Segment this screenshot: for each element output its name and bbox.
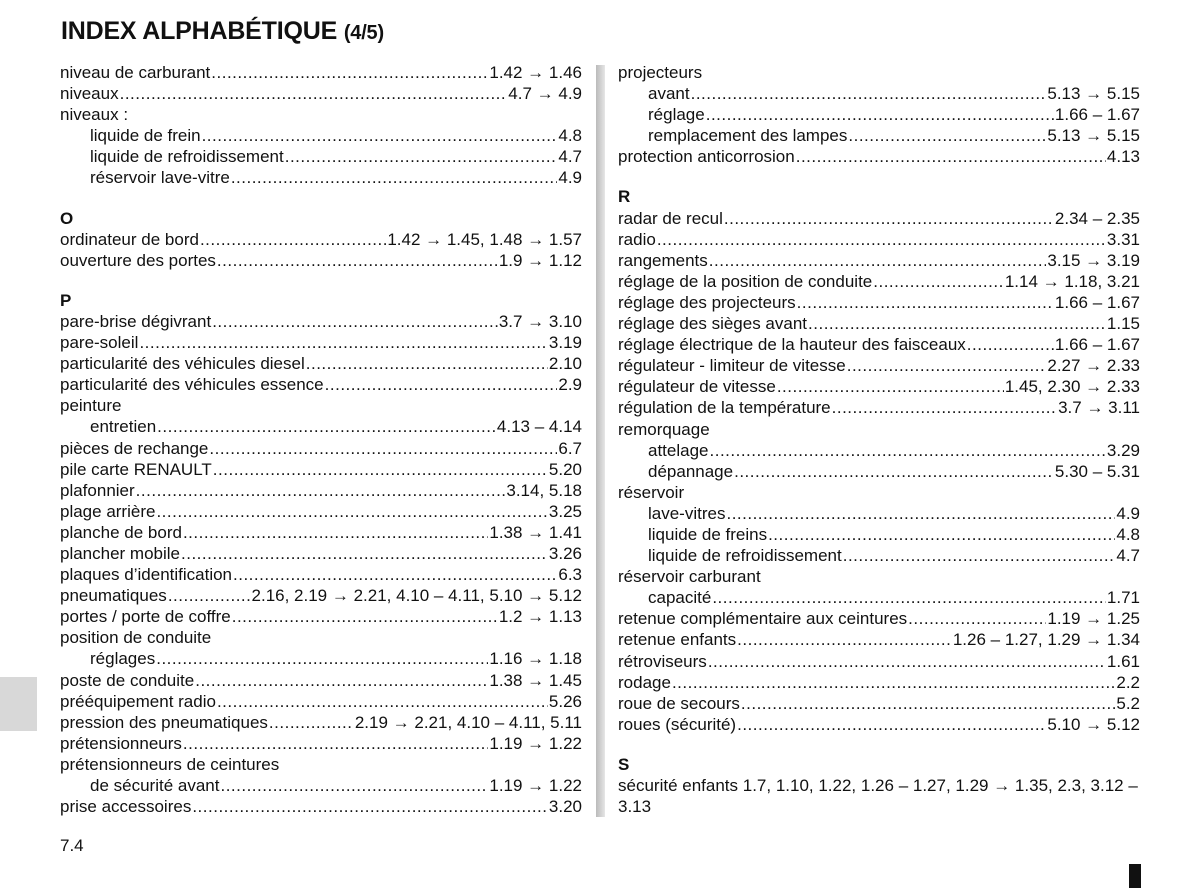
index-entry-pages: 5.2 <box>1116 693 1140 713</box>
section-letter-p: P <box>60 290 72 310</box>
index-entry-pages: 1.38 → 1.45 <box>489 670 582 690</box>
index-entry-label: réservoir <box>618 482 685 502</box>
leader-dots <box>843 545 1116 566</box>
index-group-header <box>618 566 1140 587</box>
index-entry-pages: 1.38 → 1.41 <box>489 522 582 542</box>
index-group-header <box>60 627 582 648</box>
leader-dots <box>195 670 488 691</box>
index-entry <box>618 292 1140 313</box>
index-entry <box>618 208 1140 229</box>
leader-dots <box>183 733 488 754</box>
leader-dots <box>741 693 1115 714</box>
index-subentry <box>60 648 582 669</box>
index-subentry <box>618 545 1140 566</box>
index-entry-pages: 5.13 → 5.15 <box>1047 84 1140 104</box>
index-entry-label: réglages <box>90 649 156 669</box>
leader-dots <box>706 104 1054 125</box>
index-subentry <box>618 587 1140 608</box>
index-entry-label: dépannage <box>648 461 734 481</box>
leader-dots <box>796 146 1106 167</box>
index-entry-pages: 1.19 → 1.22 <box>489 733 582 753</box>
index-entry-pages: 1.9 → 1.12 <box>498 250 582 270</box>
index-entry-pages: 5.30 – 5.31 <box>1054 461 1140 481</box>
section-tab-marker <box>0 677 37 731</box>
index-entry-label: retenue enfants <box>618 630 737 650</box>
index-entry-pages: 2.19 → 2.21, 4.10 – 4.11, 5.11 <box>354 712 582 732</box>
index-entry <box>60 311 582 332</box>
index-entry-label: plafonnier <box>60 480 135 500</box>
leader-dots <box>200 229 386 250</box>
leader-dots <box>231 167 558 188</box>
leader-dots <box>139 332 547 353</box>
leader-dots <box>847 355 1047 376</box>
index-entry <box>618 229 1140 250</box>
leader-dots <box>233 564 557 585</box>
index-entry-label: lave-vitres <box>648 503 726 523</box>
index-entry-pages: 1.66 – 1.67 <box>1054 292 1140 312</box>
index-entry-pages: 1.19 → 1.25 <box>1047 609 1140 629</box>
section-spacer <box>60 189 582 208</box>
leader-dots <box>209 438 557 459</box>
index-entry-label: roues (sécurité) <box>618 714 737 734</box>
index-entry-pages: 3.7 → 3.10 <box>498 311 582 331</box>
leader-dots <box>832 397 1057 418</box>
index-entry-pages: 1.66 – 1.67 <box>1054 335 1140 355</box>
index-entry-pages: 2.16, 2.19 → 2.21, 4.10 – 4.11, 5.10 → 5.12 <box>251 586 582 606</box>
index-entry <box>60 670 582 691</box>
leader-dots <box>737 629 952 650</box>
index-entry-label: retenue complémentaire aux ceintures <box>618 609 908 629</box>
index-entry-label: réglage de la position de conduite <box>618 271 873 291</box>
index-entry-label: réglage électrique de la hauteur des faisceaux <box>618 335 966 355</box>
leader-dots <box>709 250 1047 271</box>
leader-dots <box>212 311 498 332</box>
index-group-header <box>618 62 1140 83</box>
section-letter-o: O <box>60 208 74 228</box>
leader-dots <box>777 376 1004 397</box>
leader-dots <box>712 587 1106 608</box>
index-entry-label: régulation de la température <box>618 398 831 418</box>
index-entry-label: position de conduite <box>60 628 212 648</box>
index-entry <box>618 334 1140 355</box>
leader-dots <box>873 271 1004 292</box>
index-entry <box>60 564 582 585</box>
index-entry-label: roue de secours <box>618 693 740 713</box>
page-title-part: (4/5) <box>343 22 384 44</box>
leader-dots <box>908 608 1046 629</box>
leader-dots <box>325 374 558 395</box>
index-subentry <box>618 125 1140 146</box>
index-column-left <box>60 62 582 817</box>
leader-dots <box>967 334 1054 355</box>
index-entry-pages: 4.8 <box>1116 524 1140 544</box>
index-entry-label: particularité des véhicules diesel <box>60 354 305 374</box>
index-entry-label: pneumatiques <box>60 586 167 606</box>
index-entry-label: niveaux : <box>60 105 129 125</box>
index-entry <box>60 606 582 627</box>
corner-mark <box>1129 864 1141 888</box>
index-entry-pages: 1.14 → 1.18, 3.21 <box>1004 271 1140 291</box>
index-entry-label: plaques d’identification <box>60 565 233 585</box>
page-title-text: INDEX ALPHABÉTIQUE <box>61 17 338 45</box>
index-entry <box>60 438 582 459</box>
index-entry-pages: 4.13 – 4.14 <box>496 417 582 437</box>
index-entry-label: ordinateur de bord <box>60 229 199 249</box>
leader-dots <box>657 229 1106 250</box>
index-entry-pages: 3.19 <box>548 333 582 353</box>
index-entry-label: rétroviseurs <box>618 651 707 671</box>
index-group-header <box>60 104 582 125</box>
index-entry-label: rangements <box>618 250 708 270</box>
leader-dots <box>156 648 488 669</box>
leader-dots <box>691 83 1047 104</box>
leader-dots <box>734 461 1054 482</box>
index-subentry <box>60 775 582 796</box>
page-title <box>61 17 384 46</box>
index-entry-pages: 1.61 <box>1106 651 1140 671</box>
index-entry-pages: 3.25 <box>548 501 582 521</box>
index-entry-pages: 1.71 <box>1106 588 1140 608</box>
index-entry-label: portes / porte de coffre <box>60 607 231 627</box>
index-entry-label: niveaux <box>60 84 119 104</box>
index-entry-label: rodage <box>618 672 671 692</box>
leader-dots <box>213 459 548 480</box>
index-entry-pages: 3.15 → 3.19 <box>1047 250 1140 270</box>
index-entry-label: réglage <box>648 105 705 125</box>
index-entry-pages: 5.10 → 5.12 <box>1047 714 1140 734</box>
index-entry-pages: 6.7 <box>558 438 582 458</box>
page-number: 7.4 <box>60 836 84 855</box>
index-entry <box>60 459 582 480</box>
leader-dots <box>808 313 1106 334</box>
leader-dots <box>672 672 1115 693</box>
index-entry-label: projecteurs <box>618 63 703 82</box>
index-entry <box>60 501 582 522</box>
leader-dots <box>120 83 508 104</box>
index-entry <box>60 543 582 564</box>
index-entry-pages: 3.20 <box>548 797 582 817</box>
leader-dots <box>708 651 1106 672</box>
index-entry <box>60 229 582 250</box>
index-entry <box>618 355 1140 376</box>
index-entry-pages: 3.7 → 3.11 <box>1058 398 1140 418</box>
index-entry <box>618 651 1140 672</box>
index-entry-label: planche de bord <box>60 522 182 542</box>
index-entry-label: attelage <box>648 440 709 460</box>
index-entry-pages: 4.7 <box>1116 546 1140 566</box>
index-entry <box>618 397 1140 418</box>
index-subentry <box>618 503 1140 524</box>
index-entry-label: avant <box>648 84 690 104</box>
index-entry-pages: 4.7 <box>558 147 582 167</box>
index-entry <box>618 313 1140 334</box>
index-entry-pages: 5.20 <box>548 459 582 479</box>
index-entry-label: liquide de freins <box>648 524 768 544</box>
index-entry-label: remplacement des lampes <box>648 126 848 146</box>
leader-dots <box>202 125 558 146</box>
section-spacer <box>618 167 1140 186</box>
index-entry-pages: 3.31 <box>1106 229 1140 249</box>
index-entry-label: réglage des sièges avant <box>618 314 808 334</box>
index-entry <box>60 712 582 733</box>
column-separator <box>596 65 605 817</box>
index-entry-label: ouverture des portes <box>60 250 216 270</box>
index-subentry <box>618 440 1140 461</box>
index-entry-pages: 5.13 → 5.15 <box>1047 126 1140 146</box>
index-entry <box>60 374 582 395</box>
index-entry-pages: 4.9 <box>1116 503 1140 523</box>
leader-dots <box>183 522 488 543</box>
section-spacer <box>60 271 582 290</box>
index-entry <box>618 376 1140 397</box>
index-entry-label: pare-soleil <box>60 333 139 353</box>
index-entry-label: remorquage <box>618 419 710 439</box>
index-entry-pages: 1.2 → 1.13 <box>498 607 582 627</box>
index-entry-pages: 2.2 <box>1116 672 1140 692</box>
index-entry-pages: 4.7 → 4.9 <box>508 84 582 104</box>
index-entry <box>60 332 582 353</box>
leader-dots <box>768 524 1115 545</box>
leader-dots <box>156 501 547 522</box>
index-subentry <box>618 83 1140 104</box>
index-entry-label: pile carte RENAULT <box>60 459 212 479</box>
section-letter-r: R <box>618 187 631 207</box>
index-entry <box>618 250 1140 271</box>
index-entry <box>60 62 582 83</box>
index-subentry <box>60 125 582 146</box>
index-entry-label: régulateur - limiteur de vitesse <box>618 356 846 376</box>
leader-dots <box>724 208 1054 229</box>
index-group-header <box>618 419 1140 440</box>
index-entry <box>618 608 1140 629</box>
index-entry-label: prétensionneurs de ceintures <box>60 754 280 774</box>
leader-dots <box>136 480 506 501</box>
index-entry-label: pression des pneumatiques <box>60 712 268 732</box>
index-entry-pages: 4.13 <box>1106 147 1140 167</box>
index-entry <box>618 693 1140 714</box>
index-entry: sécurité enfants 1.7, 1.10, 1.22, 1.26 – 1.27, 1.29 → 1.35, 2.3, 3.12 – 3.13 <box>618 776 1138 817</box>
index-entry-label: prééquipement radio <box>60 691 216 711</box>
index-entry <box>60 480 582 501</box>
index-entry-pages: 4.9 <box>558 168 582 188</box>
index-entry <box>618 672 1140 693</box>
index-entry-pages: 1.45, 2.30 → 2.33 <box>1004 377 1140 397</box>
index-entry-label: réglage des projecteurs <box>618 292 796 312</box>
index-entry-label: entretien <box>90 417 157 437</box>
index-entry-pages: 2.27 → 2.33 <box>1047 356 1140 376</box>
leader-dots <box>306 353 548 374</box>
index-entry-label: plage arrière <box>60 501 156 521</box>
index-entry <box>60 691 582 712</box>
index-entry-label: particularité des véhicules essence <box>60 375 324 395</box>
index-entry-label: peinture <box>60 396 122 416</box>
index-entry <box>618 629 1140 650</box>
index-entry-label: prétensionneurs <box>60 733 182 753</box>
leader-dots <box>217 250 498 271</box>
index-entry-label: liquide de refroidissement <box>90 147 284 167</box>
index-subentry <box>618 524 1140 545</box>
index-column-right <box>618 62 1140 817</box>
leader-dots <box>269 712 354 733</box>
index-entry <box>60 353 582 374</box>
index-group-header <box>60 754 582 775</box>
index-entry <box>60 522 582 543</box>
section-spacer <box>618 735 1140 754</box>
leader-dots <box>157 416 496 437</box>
index-entry-label: pièces de rechange <box>60 438 209 458</box>
index-entry-label: prise accessoires <box>60 797 192 817</box>
leader-dots <box>217 691 548 712</box>
index-entry <box>60 733 582 754</box>
index-entry <box>60 250 582 271</box>
leader-dots <box>192 796 548 817</box>
leader-dots <box>211 62 488 83</box>
index-entry <box>60 83 582 104</box>
leader-dots <box>797 292 1054 313</box>
index-entry-pages: 1.15 <box>1106 314 1140 334</box>
leader-dots <box>285 146 558 167</box>
leader-dots <box>220 775 488 796</box>
index-entry-label: niveau de carburant <box>60 63 211 82</box>
index-entry-pages: 3.14, 5.18 <box>506 480 582 500</box>
index-entry-label: plancher mobile <box>60 543 181 563</box>
index-entry-label: régulateur de vitesse <box>618 377 776 397</box>
index-entry <box>60 796 582 817</box>
section-letter-s: S <box>618 754 630 774</box>
index-entry-pages: 2.10 <box>548 354 582 374</box>
index-entry <box>60 585 582 606</box>
index-subentry <box>618 461 1140 482</box>
index-entry-pages: 3.29 <box>1106 440 1140 460</box>
leader-dots <box>726 503 1115 524</box>
index-entry-pages: 1.42 → 1.46 <box>489 63 582 82</box>
index-entry-pages: 1.42 → 1.45, 1.48 → 1.57 <box>387 229 582 249</box>
leader-dots <box>737 714 1046 735</box>
index-entry <box>618 271 1140 292</box>
leader-dots <box>710 440 1106 461</box>
index-entry-pages: 1.26 – 1.27, 1.29 → 1.34 <box>952 630 1140 650</box>
index-entry-pages: 6.3 <box>558 565 582 585</box>
index-entry-pages: 5.26 <box>548 691 582 711</box>
index-entry-label: radar de recul <box>618 208 723 228</box>
index-entry-pages: 1.66 – 1.67 <box>1054 105 1140 125</box>
index-subentry <box>618 104 1140 125</box>
index-entry-pages: 4.8 <box>558 126 582 146</box>
index-entry-pages: 3.26 <box>548 543 582 563</box>
index-entry-label: protection anticorrosion <box>618 147 795 167</box>
index-entry-label: radio <box>618 229 656 249</box>
index-entry-pages: 1.19 → 1.22 <box>489 776 582 795</box>
index-entry <box>618 146 1140 167</box>
leader-dots <box>848 125 1046 146</box>
index-entry-label: pare-brise dégivrant <box>60 311 212 331</box>
index-subentry <box>60 416 582 437</box>
leader-dots <box>168 585 251 606</box>
index-entry-label: de sécurité avant <box>90 776 220 795</box>
index-entry-label: liquide de refroidissement <box>648 546 842 566</box>
leader-dots <box>232 606 498 627</box>
index-subentry <box>60 167 582 188</box>
index-entry-pages: 2.34 – 2.35 <box>1054 208 1140 228</box>
leader-dots <box>181 543 548 564</box>
index-subentry <box>60 146 582 167</box>
index-entry <box>618 714 1140 735</box>
index-entry-label: liquide de frein <box>90 126 201 146</box>
index-group-header <box>618 482 1140 503</box>
index-entry-label: capacité <box>648 588 712 608</box>
index-entry-label: poste de conduite <box>60 670 195 690</box>
index-entry-pages: 2.9 <box>558 375 582 395</box>
index-entry-label: réservoir lave-vitre <box>90 168 230 188</box>
index-group-header <box>60 395 582 416</box>
index-entry-label: réservoir carburant <box>618 567 761 587</box>
index-entry-pages: 1.16 → 1.18 <box>489 649 582 669</box>
